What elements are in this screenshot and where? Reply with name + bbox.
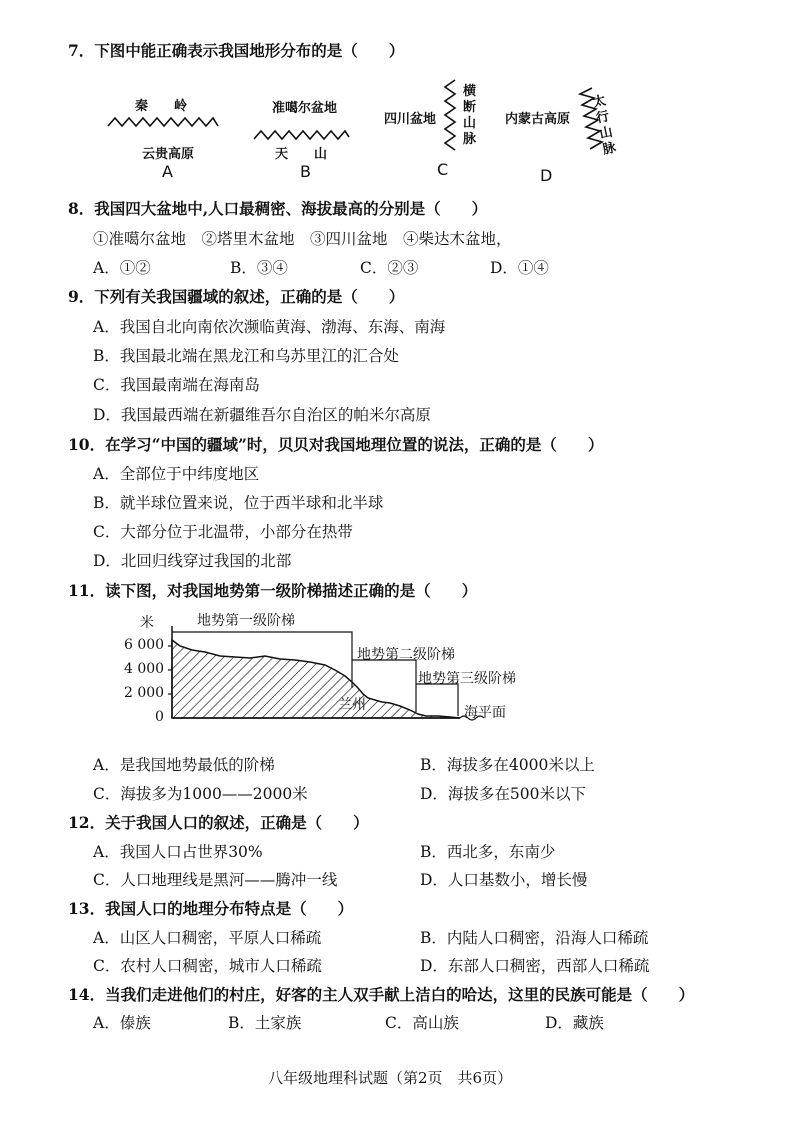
q7-a-bottom-label: 云贵高原 xyxy=(142,147,195,162)
q9-option-b: B．我国最北端在黑龙江和乌苏里江的汇合处 xyxy=(93,347,399,365)
page-footer: 八年级地理科试题（第2页 共6页） xyxy=(268,1069,513,1087)
q7-b-top-label: 准噶尔盆地 xyxy=(272,101,338,116)
q7-c-letter: C xyxy=(437,160,449,179)
q12-option-b: B．西北多，东南少 xyxy=(420,843,556,861)
q13-stem: 13．我国人口的地理分布特点是（ ） xyxy=(68,899,354,918)
q7-d-letter: D xyxy=(540,166,553,185)
q9-option-d: D．我国最西端在新疆维吾尔自治区的帕米尔高原 xyxy=(93,406,431,424)
q11-tick-2000: 2 000 xyxy=(124,685,165,701)
q11-step3-label: 地势第三级阶梯 xyxy=(418,671,516,687)
q8-option-c: C．②③ xyxy=(360,259,419,277)
q8-option-d: D．①④ xyxy=(490,259,549,277)
q14-option-b: B．土家族 xyxy=(228,1014,302,1032)
q8-stem: 8．我国四大盆地中,人口最稠密、海拔最高的分别是（ ） xyxy=(68,199,488,218)
q11-tick-6000: 6 000 xyxy=(124,637,165,653)
q11-option-a: A．是我国地势最低的阶梯 xyxy=(93,756,275,774)
q10-option-d: D．北回归线穿过我国的北部 xyxy=(93,552,292,570)
q7-b-mountain-symbol xyxy=(254,125,349,143)
q10-option-b: B．就半球位置来说，位于西半球和北半球 xyxy=(93,494,384,512)
q10-option-a: A．全部位于中纬度地区 xyxy=(93,465,260,483)
q14-stem: 14．当我们走进他们的村庄，好客的主人双手献上洁白的哈达，这里的民族可能是（ ） xyxy=(68,985,695,1004)
q11-step1-label: 地势第一级阶梯 xyxy=(197,613,295,629)
q10-stem: 10．在学习“中国的疆域”时，贝贝对我国地理位置的说法，正确的是（ ） xyxy=(68,435,604,454)
q11-option-c: C．海拔多为1000——2000米 xyxy=(93,785,308,803)
q14-option-c: C．高山族 xyxy=(385,1014,459,1032)
q9-stem: 9．下列有关我国疆域的叙述，正确的是（ ） xyxy=(68,287,405,306)
q7-a-letter: A xyxy=(162,162,173,181)
q11-city-label: 兰州 xyxy=(338,697,366,713)
q8-option-a: A．①② xyxy=(93,259,151,277)
q13-option-b: B．内陆人口稠密，沿海人口稀疏 xyxy=(420,929,649,947)
q7-c-right-label: 横 断 山 脉 xyxy=(463,84,477,147)
q13-option-d: D．东部人口稠密，西部人口稀疏 xyxy=(420,957,650,975)
q7-b-letter: B xyxy=(300,162,311,181)
q9-option-c: C．我国最南端在海南岛 xyxy=(93,376,260,394)
q11-stem: 11．读下图，对我国地势第一级阶梯描述正确的是（ ） xyxy=(68,581,478,600)
q14-option-d: D．藏族 xyxy=(545,1014,604,1032)
q11-option-d: D．海拔多在500米以下 xyxy=(420,785,587,803)
q12-option-c: C．人口地理线是黑河——腾冲一线 xyxy=(93,871,338,889)
q9-option-a: A．我国自北向南依次濒临黄海、渤海、东海、南海 xyxy=(93,318,446,336)
q7-d-right-label: 太 行 山 脉 xyxy=(591,93,618,158)
q7-c-left-label: 四川盆地 xyxy=(384,112,437,127)
q14-option-a: A．傣族 xyxy=(93,1014,151,1032)
q11-tick-4000: 4 000 xyxy=(124,661,165,677)
q13-option-c: C．农村人口稠密，城市人口稀疏 xyxy=(93,957,322,975)
q8-items: ①准噶尔盆地 ②塔里木盆地 ③四川盆地 ④柴达木盆地， xyxy=(93,230,512,248)
q12-stem: 12．关于我国人口的叙述，正确是（ ） xyxy=(68,813,369,832)
q13-option-a: A．山区人口稠密，平原人口稀疏 xyxy=(93,929,322,947)
q11-tick-0: 0 xyxy=(155,709,164,725)
q11-sea-label: 海平面 xyxy=(464,705,506,721)
q11-y-unit: 米 xyxy=(140,615,154,631)
q7-a-top-label: 秦 岭 xyxy=(135,99,188,114)
q8-option-b: B．③④ xyxy=(230,259,288,277)
q12-option-a: A．我国人口占世界30% xyxy=(93,843,263,861)
q10-option-c: C．大部分位于北温带，小部分在热带 xyxy=(93,523,353,541)
q7-a-mountain-symbol xyxy=(108,112,218,130)
q7-c-mountain-symbol xyxy=(441,80,461,152)
q11-option-b: B．海拔多在4000米以上 xyxy=(420,756,595,774)
q12-option-d: D．人口基数小，增长慢 xyxy=(420,871,588,889)
q7-b-bottom-label: 天 山 xyxy=(275,147,328,162)
q7-stem: 7．下图中能正确表示我国地形分布的是（ ） xyxy=(68,41,405,60)
q11-step2-label: 地势第二级阶梯 xyxy=(357,647,455,663)
q7-d-left-label: 内蒙古高原 xyxy=(505,112,571,127)
